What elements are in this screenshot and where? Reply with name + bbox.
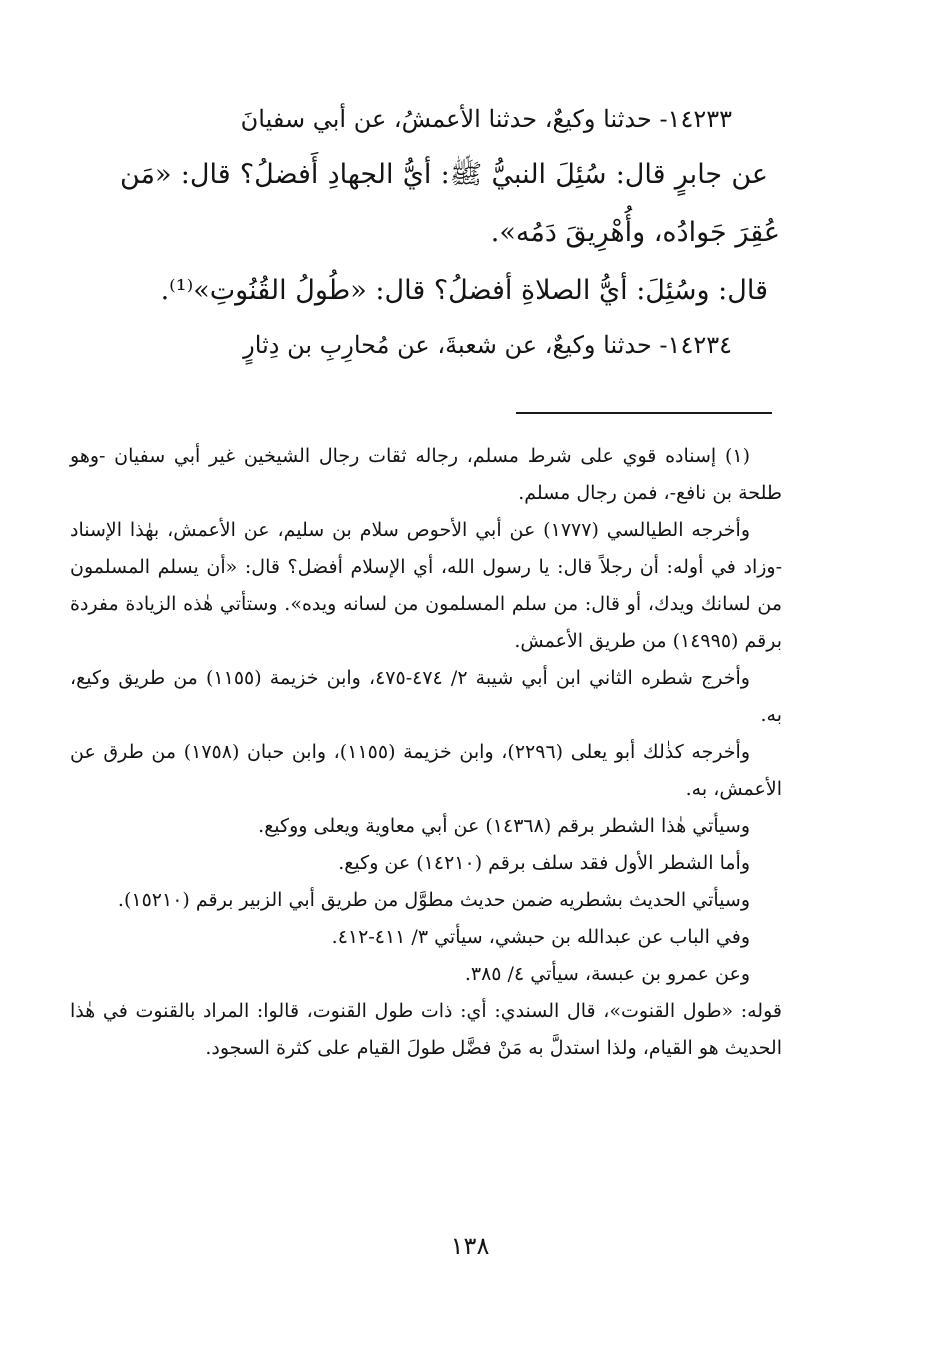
footnote-paragraph: وسيأتي الحديث بشطريه ضمن حديث مطوَّل من طريق أبي الزبير برقم (١٥٢١٠). bbox=[117, 889, 750, 911]
footnote-paragraph: قوله: «طول القنوت»، قال السندي: أي: ذات طول القنوت، قالوا: المراد بالقنوت في هٰذا الحديث هو القيام، ولذا استدلَّ به مَنْ فضَّل طولَ القيام على كثرة السجود. bbox=[70, 1000, 782, 1059]
main-text bbox=[120, 92, 780, 370]
page-number: ١٣٨ bbox=[450, 1232, 490, 1260]
footnote-paragraph: وأما الشطر الأول فقد سلف برقم (١٤٢١٠) عن وكيع. bbox=[338, 852, 750, 874]
hadith-14233-intro: ١٤٢٣٣- حدثنا وكيعٌ، حدثنا الأعمشُ، عن أبي سفيانَ bbox=[240, 105, 732, 133]
footnote-paragraph: وأخرجه كذٰلك أبو يعلى (٢٢٩٦)، وابن خزيمة (١١٥٥)، وابن حبان (١٧٥٨) من طرق عن الأعمش، به. bbox=[70, 741, 782, 800]
footnote-1: (١) إسناده قوي على شرط مسلم، رجاله ثقات رجال الشيخين غير أبي سفيان -وهو طلحة بن نافع-، فمن رجال مسلم. bbox=[70, 445, 782, 504]
footnote-divider bbox=[516, 412, 772, 414]
footnotes bbox=[70, 438, 782, 1067]
hadith-14233-body-2: قال: وسُئِلَ: أيُّ الصلاةِ أفضلُ؟ قال: «طُولُ القُنُوتِ»⁽¹⁾. bbox=[160, 275, 768, 306]
footnote-paragraph: وفي الباب عن عبدالله بن حبشي، سيأتي ٣/ ٤١١-٤١٢. bbox=[331, 926, 750, 948]
hadith-14234-intro: ١٤٢٣٤- حدثنا وكيعٌ، عن شعبةَ، عن مُحارِبِ بن دِثارٍ bbox=[243, 331, 732, 359]
footnote-paragraph: وأخرجه الطيالسي (١٧٧٧) عن أبي الأحوص سلام بن سليم، عن الأعمش، بهٰذا الإسناد -وزاد في أوله: أن رجلاً قال: يا رسول الله، أي الإسلام أفضل؟ قال: «أن يسلم المسلمون من لسانك ويدك، أو قال: من سلم المسلمون من لسانه ويده». وستأتي هٰذه الزيادة مفردة برقم (١٤٩٩٥) من طريق الأعمش. bbox=[70, 519, 782, 652]
footnote-paragraph: وعن عمرو بن عبسة، سيأتي ٤/ ٣٨٥. bbox=[464, 963, 750, 985]
footnote-paragraph: وسيأتي هٰذا الشطر برقم (١٤٣٦٨) عن أبي معاوية ويعلى ووكيع. bbox=[258, 815, 750, 837]
hadith-14233-body-1: عن جابرٍ قال: سُئِلَ النبيُّ ﷺ: أيُّ الجهادِ أَفضلُ؟ قال: «مَن عُقِرَ جَوادُه، وأُهْرِيقَ دَمُه». bbox=[120, 159, 780, 248]
footnote-paragraph: وأخرج شطره الثاني ابن أبي شيبة ٢/ ٤٧٤-٤٧٥، وابن خزيمة (١١٥٥) من طريق وكيع، به. bbox=[70, 667, 782, 726]
